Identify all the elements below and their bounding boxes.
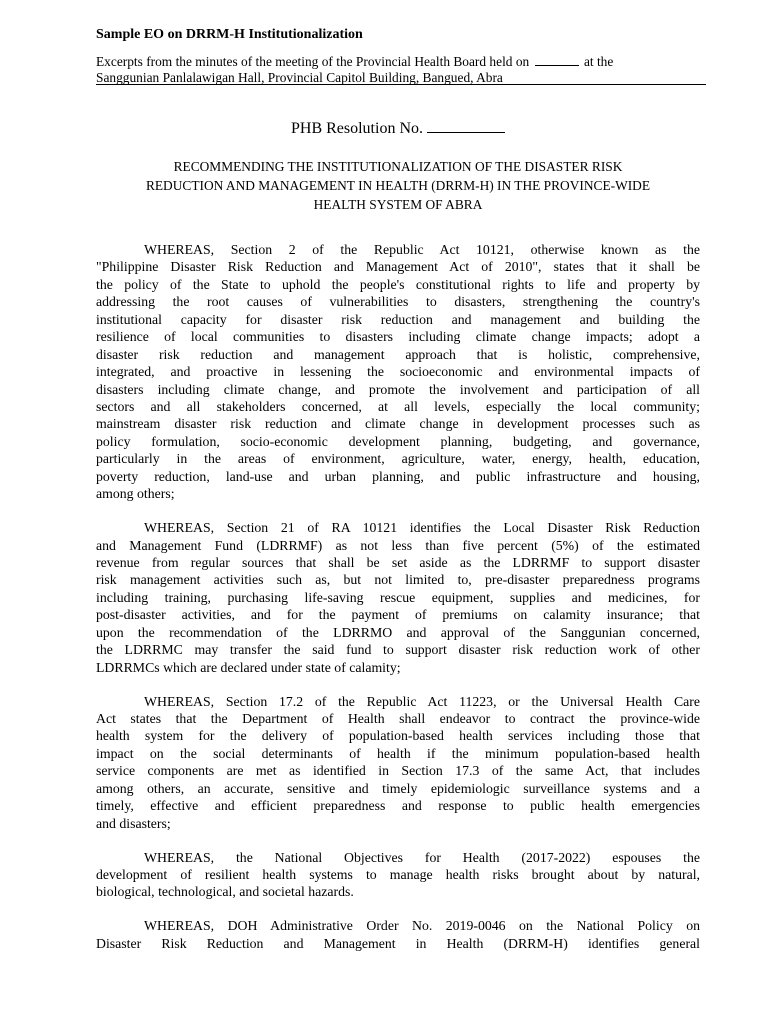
whereas-paragraph — [96, 849, 700, 901]
paragraph-line: integrated, and proactive in lessening the socioeconomic and environmental impacts of — [96, 364, 700, 380]
paragraph-line: WHEREAS, Section 2 of the Republic Act 10121, otherwise known as the — [144, 242, 700, 257]
paragraph-line: LDRRMCs which are declared under state of calamity; — [96, 659, 401, 675]
paragraph-line: upon the recommendation of the LDRRMO and approval of the Sanggunian concerned, — [96, 624, 700, 640]
paragraph-line: among others; — [96, 486, 175, 502]
paragraph-line: WHEREAS, Section 17.2 of the Republic Act 11223, or the Universal Health Care — [144, 693, 700, 709]
paragraph-line: "Philippine Disaster Risk Reduction and Management Act of 2010", states that it shall be — [96, 259, 700, 275]
paragraph-line: health system for the delivery of population-based health services including those that — [96, 728, 700, 744]
resolution-body — [96, 241, 700, 969]
paragraph-line: poverty reduction, land-use and urban planning, and public infrastructure and housing, — [96, 468, 700, 484]
resolution-title: PHB Resolution No. — [96, 117, 700, 138]
header-divider — [96, 84, 706, 85]
paragraph-line: policy formulation, socio-economic development planning, budgeting, and governance, — [96, 433, 700, 449]
paragraph-line: post-disaster activities, and for the payment of premiums on calamity insurance; that — [96, 607, 700, 623]
paragraph-line: risk management activities such as, but not limited to, pre-disaster preparedness programs — [96, 572, 700, 588]
paragraph-line: and Management Fund (LDRRMF) as not less than five percent (5%) of the estimated — [96, 537, 700, 553]
paragraph-line: including training, purchasing life-saving rescue equipment, supplies and medicines, for — [96, 589, 700, 605]
paragraph-line: the LDRRMC may transfer the said fund to support disaster risk reduction work of other — [96, 642, 700, 658]
subject-line: HEALTH SYSTEM OF ABRA — [313, 197, 483, 212]
paragraph-line: WHEREAS, Section 21 of RA 10121 identifies the Local Disaster Risk Reduction — [144, 520, 700, 536]
resolution-number-blank — [427, 117, 505, 133]
paragraph-line: WHEREAS, the National Objectives for Health (2017-2022) espouses the — [144, 849, 700, 865]
document-label: Sample EO on DRRM-H Institutionalization — [96, 27, 363, 42]
minutes-excerpt — [96, 53, 700, 86]
paragraph-line: revenue from regular sources that shall be set aside as the LDRRMF to support disaster — [96, 554, 700, 570]
paragraph-line: and disasters; — [96, 815, 171, 831]
excerpt-line-2: Sanggunian Panlalawigan Hall, Provincial Capitol Building, Bangued, Abra — [96, 70, 503, 85]
whereas-paragraph — [96, 241, 700, 503]
paragraph-line: among others, an accurate, sensitive and timely epidemiologic surveillance systems and a — [96, 780, 700, 796]
resolution-subject — [96, 157, 700, 214]
paragraph-line: Disaster Risk Reduction and Management in Health (DRRM-H) identifies general — [96, 935, 700, 951]
paragraph-line: particularly in the areas of environment, agriculture, water, energy, health, education, — [96, 451, 700, 467]
paragraph-line: service components are met as identified in Section 17.3 of the same Act, that includes — [96, 763, 700, 779]
whereas-paragraph — [96, 917, 700, 952]
excerpt-line-1: Excerpts from the minutes of the meeting of the Provincial Health Board held on at the — [96, 54, 614, 69]
paragraph-line: the policy of the State to uphold the people's constitutional rights to life and property by — [96, 276, 700, 292]
paragraph-line: development of resilient health systems to manage health risks brought about by natural, — [96, 866, 700, 882]
paragraph-line: biological, technological, and societal hazards. — [96, 884, 354, 900]
subject-line: REDUCTION AND MANAGEMENT IN HEALTH (DRRM-H) IN THE PROVINCE-WIDE — [145, 178, 651, 193]
whereas-paragraph — [96, 693, 700, 833]
paragraph-line: sectors and all stakeholders concerned, at all levels, especially the local community; — [96, 398, 700, 414]
date-blank — [535, 53, 579, 66]
paragraph-line: mainstream disaster risk reduction and climate change in development processes such as — [96, 416, 700, 432]
paragraph-line: disasters including climate change, and promote the involvement and participation of all — [96, 381, 700, 397]
paragraph-line: timely, effective and efficient preparedness and response to public health emergencies — [96, 798, 700, 814]
paragraph-line: disaster risk reduction and management approach that is holistic, comprehensive, — [96, 346, 700, 362]
whereas-paragraph — [96, 519, 700, 676]
paragraph-line: WHEREAS, DOH Administrative Order No. 2019-0046 on the National Policy on — [144, 918, 700, 934]
paragraph-line: resilience of local communities to disasters including climate change impacts; adopt a — [96, 329, 700, 345]
subject-line: RECOMMENDING THE INSTITUTIONALIZATION OF THE DISASTER RISK — [173, 159, 623, 174]
paragraph-line: impact on the social determinants of health if the minimum population-based health — [96, 745, 700, 761]
paragraph-line: addressing the root causes of vulnerabilities to disasters, strengthening the country's — [96, 294, 700, 310]
paragraph-line: institutional capacity for disaster risk reduction and management and building the — [96, 311, 700, 327]
paragraph-line: Act states that the Department of Health shall endeavor to contract the province-wide — [96, 710, 700, 726]
